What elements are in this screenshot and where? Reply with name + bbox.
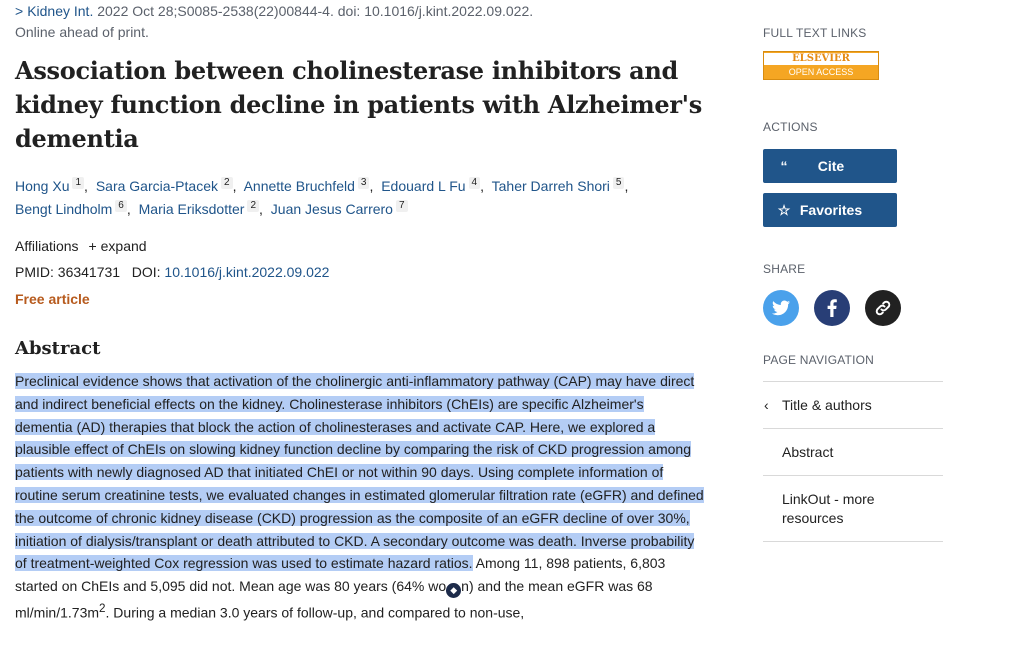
sidebar bbox=[763, 0, 943, 542]
affiliations-label: Affiliations bbox=[15, 238, 79, 254]
cite-button[interactable] bbox=[763, 149, 897, 183]
plus-icon: + bbox=[88, 238, 97, 254]
pmid-value: 36341731 bbox=[57, 264, 121, 280]
favorites-button[interactable] bbox=[763, 193, 897, 227]
affiliation-number[interactable]: 3 bbox=[358, 177, 370, 189]
share-buttons bbox=[763, 290, 943, 326]
quote-icon: “ bbox=[780, 158, 788, 174]
author-item: Hong Xu 1 , bbox=[15, 177, 88, 194]
journal-link[interactable]: Kidney Int. bbox=[27, 3, 94, 19]
nav-item-linkout[interactable] bbox=[763, 476, 943, 542]
superscript: 2 bbox=[99, 602, 106, 616]
affiliation-number[interactable]: 7 bbox=[396, 200, 408, 212]
cite-label: Cite bbox=[817, 158, 845, 174]
link-icon bbox=[874, 299, 892, 317]
author-item: Edouard L Fu 4 , bbox=[381, 177, 484, 194]
author-link[interactable]: Juan Jesus Carrero bbox=[270, 201, 393, 217]
author-link[interactable]: Maria Eriksdotter bbox=[138, 201, 245, 217]
affiliation-number[interactable]: 5 bbox=[613, 177, 625, 189]
identifiers-row bbox=[15, 261, 705, 283]
author-item: Annette Bruchfeld 3 , bbox=[243, 177, 374, 194]
favorites-label: Favorites bbox=[799, 202, 863, 218]
author-item: Maria Eriksdotter 2 , bbox=[138, 200, 263, 217]
author-link[interactable]: Sara Garcia-Ptacek bbox=[95, 178, 218, 194]
twitter-share-button[interactable] bbox=[763, 290, 799, 326]
expand-label: expand bbox=[100, 238, 147, 254]
nav-item-label: LinkOut - more resources bbox=[782, 490, 875, 526]
abstract-text bbox=[15, 370, 705, 625]
nav-item-title-authors[interactable] bbox=[763, 382, 943, 429]
facebook-share-button[interactable] bbox=[814, 290, 850, 326]
abstract-heading: Abstract bbox=[15, 338, 101, 359]
article-title: Association between cholinesterase inhibitors and kidney function decline in patients with Alzheimer's dementia bbox=[15, 56, 702, 153]
main-content bbox=[15, 0, 705, 625]
author-link[interactable]: Bengt Lindholm bbox=[15, 201, 113, 217]
selection-tool-icon[interactable]: ◆ bbox=[446, 583, 461, 598]
chevron-right-icon[interactable]: > bbox=[15, 3, 24, 19]
star-icon: ☆ bbox=[777, 201, 791, 218]
elsevier-logo-text: ELSEVIER bbox=[764, 53, 878, 65]
author-link[interactable]: Hong Xu bbox=[15, 178, 70, 194]
affiliations-row bbox=[15, 235, 705, 257]
chevron-left-icon: ‹ bbox=[764, 396, 769, 413]
doi-link[interactable]: 10.1016/j.kint.2022.09.022 bbox=[164, 264, 330, 280]
citation-details: 2022 Oct 28;S0085-2538(22)00844-4. doi: 10.1016/j.kint.2022.09.022. bbox=[93, 3, 534, 19]
affiliation-number[interactable]: 2 bbox=[221, 177, 233, 189]
actions-label: ACTIONS bbox=[763, 120, 818, 134]
highlighted-selection: Preclinical evidence shows that activation of the cholinergic anti-inflammatory pathway (CAP) may have direct and indirect beneficial effects on the kidney. Cholinesterase inhibitors (ChEIs) are specific Alzheimer's dementia (AD) therapies that block the action of cholinesterases and activate CAP. Here, we explored a plausible effect of ChEIs on slowing kidney function decline by comparing the risk of CKD progression among patients with newly diagnosed AD that initiated ChEI or not within 90 days. Using complete information of routine serum creatinine tests, we evaluated changes in estimated glomerular filtration rate (eGFR) and defined the outcome of chronic kidney disease (CKD) progression as the composite of an eGFR decline of over 30%, initiation of dialysis/transplant or death attributed to CKD. A secondary outcome was death. Inverse probability of treatment-weighted Cox regression was used to estimate hazard ratios. bbox=[15, 373, 704, 572]
page-navigation-label: PAGE NAVIGATION bbox=[763, 353, 875, 367]
open-access-text: OPEN ACCESS bbox=[788, 67, 854, 77]
abstract-continuation: Among 11, 898 patients, 6,803 started on ChEIs and 5,095 did not. Mean age was 80 years (64% wo bbox=[15, 555, 666, 595]
abstract-continuation-3: . During a median 3.0 years of follow-up, and compared to non-use, bbox=[105, 604, 525, 621]
share-label: SHARE bbox=[763, 262, 806, 276]
permalink-button[interactable] bbox=[865, 290, 901, 326]
nav-item-abstract[interactable] bbox=[763, 429, 943, 476]
pmid-label: PMID: bbox=[15, 264, 54, 280]
elsevier-open-access-link[interactable] bbox=[763, 51, 879, 80]
affiliation-number[interactable]: 1 bbox=[72, 177, 84, 189]
doi-label: DOI: bbox=[131, 264, 161, 280]
facebook-icon bbox=[827, 299, 837, 317]
author-item: Bengt Lindholm 6 , bbox=[15, 200, 131, 217]
affiliations-expand-button[interactable] bbox=[82, 238, 146, 254]
author-list bbox=[15, 175, 705, 221]
free-article-label: Free article bbox=[15, 291, 90, 307]
author-link[interactable]: Annette Bruchfeld bbox=[243, 178, 355, 194]
author-item bbox=[271, 201, 408, 217]
author-item: Taher Darreh Shori 5 , bbox=[491, 177, 629, 194]
citation-line bbox=[15, 1, 705, 22]
author-link[interactable]: Edouard L Fu bbox=[381, 178, 466, 194]
affiliation-number[interactable]: 2 bbox=[247, 200, 259, 212]
affiliation-number[interactable]: 6 bbox=[115, 200, 127, 212]
nav-item-label: Abstract bbox=[782, 443, 834, 460]
full-text-links-label: FULL TEXT LINKS bbox=[763, 26, 867, 40]
page-navigation bbox=[763, 381, 943, 542]
nav-item-label: Title & authors bbox=[782, 396, 872, 413]
publication-status: Online ahead of print. bbox=[15, 24, 149, 40]
affiliation-number[interactable]: 4 bbox=[469, 177, 481, 189]
author-item: Sara Garcia-Ptacek 2 , bbox=[95, 177, 237, 194]
abstract-continuation-2: n) and the mean eGFR was 68 ml/min/1.73m bbox=[15, 578, 653, 621]
author-link[interactable]: Taher Darreh Shori bbox=[491, 178, 610, 194]
twitter-icon bbox=[772, 300, 790, 316]
